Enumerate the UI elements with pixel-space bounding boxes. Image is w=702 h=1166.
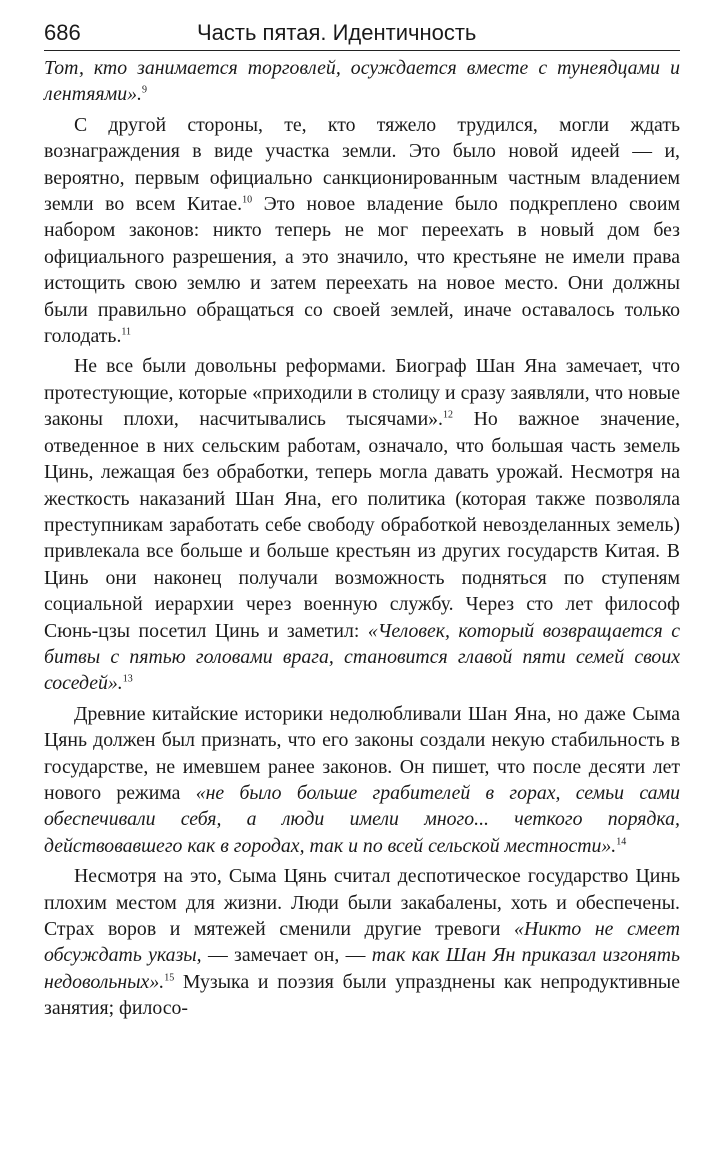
- footnote-ref[interactable]: 14: [616, 836, 627, 848]
- paragraph-5: [44, 863, 680, 1021]
- footnote-ref[interactable]: 15: [164, 972, 175, 984]
- text-run: С другой стороны, те, кто тяжело трудился, могли ждать вознаграждения в виде участка земли. Это было новой идеей — и, вероятно, первым официально санкционированным частным владением земли во всем Китае.: [44, 113, 680, 216]
- chapter-title: Часть пятая. Идентичность: [197, 20, 477, 45]
- italic-quote: «Никто не смеет обсуждать указы,: [44, 918, 680, 967]
- italic-quote: «Человек, который возвращается с битвы с пятью головами врага, становится главой пяти семей своих соседей».: [44, 619, 680, 695]
- footnote-ref[interactable]: 10: [242, 194, 253, 206]
- page-number: 686: [44, 20, 81, 45]
- footnote-ref[interactable]: 9: [141, 84, 147, 96]
- italic-quote: так как Шан Ян приказал изгонять недовольных».: [44, 944, 680, 993]
- text-run: Это новое владение было подкреплено своим набором законов: никто теперь не мог переехать в новый дом без официального разрешения, а это значило, что крестьяне не имели права истощить свою землю и затем переехать на новое место. Они должны были правильно обращаться со своей землей, иначе оставалось только голодать.: [44, 193, 681, 348]
- text-run: Не все были довольны реформами. Биограф Шан Яна замечает, что протестующие, которые «приходили в столицу и сразу заявляли, что новые законы плохи, насчитывались тысячами».: [44, 355, 680, 431]
- text-run: Но важное значение, отведенное в них сельским работам, означало, что большая часть земель Цинь, лежащая без обработки, теперь могла давать урожай. Несмотря на жесткость наказаний Шан Яна, его политика (которая также позволяла преступникам заработать себе свободу обработкой невозделанных земель) привлекала все больше и больше крестьян из других государств Китая. В Цинь они наконец получали возможность подняться по ступеням социальной иерархии через военную службу. Через сто лет философ Сюнь-цзы посетил Цинь и заметил:: [44, 408, 680, 642]
- running-header: [44, 18, 680, 51]
- text-run: Несмотря на это, Сыма Цянь считал деспотическое государство Цинь плохим местом для жизни. Люди были закабалены, хоть и обеспечены. Страх воров и мятежей сменили другие тревоги: [44, 865, 680, 940]
- paragraph-4: [44, 701, 680, 859]
- text-run: — замечает он, —: [201, 944, 372, 967]
- footnote-ref[interactable]: 12: [443, 409, 454, 421]
- italic-quote: «не было больше грабителей в горах, семьи сами обеспечивали себя, а люди имели много... четкого порядка, действовавшего как в городах, так и по всей сельской местности».: [44, 781, 681, 857]
- footnote-ref[interactable]: 13: [122, 673, 133, 685]
- paragraph-1: [44, 55, 680, 108]
- paragraph-3: [44, 353, 680, 696]
- italic-quote: Тот, кто занимается торговлей, осуждается вместе с тунеядцами и лентяями».: [44, 57, 680, 106]
- text-run: Древние китайские историки недолюбливали Шан Яна, но даже Сыма Цянь должен был признать, что его законы создали некую стабильность в государстве, не имевшем ранее законов. Он пишет, что после десяти лет нового режима: [44, 702, 680, 804]
- footnote-ref[interactable]: 11: [121, 326, 132, 338]
- body-text: [44, 55, 680, 1022]
- text-run: Музыка и поэзия были упразднены как непродуктивные занятия; филосо-: [44, 970, 680, 1020]
- paragraph-2: [44, 112, 680, 350]
